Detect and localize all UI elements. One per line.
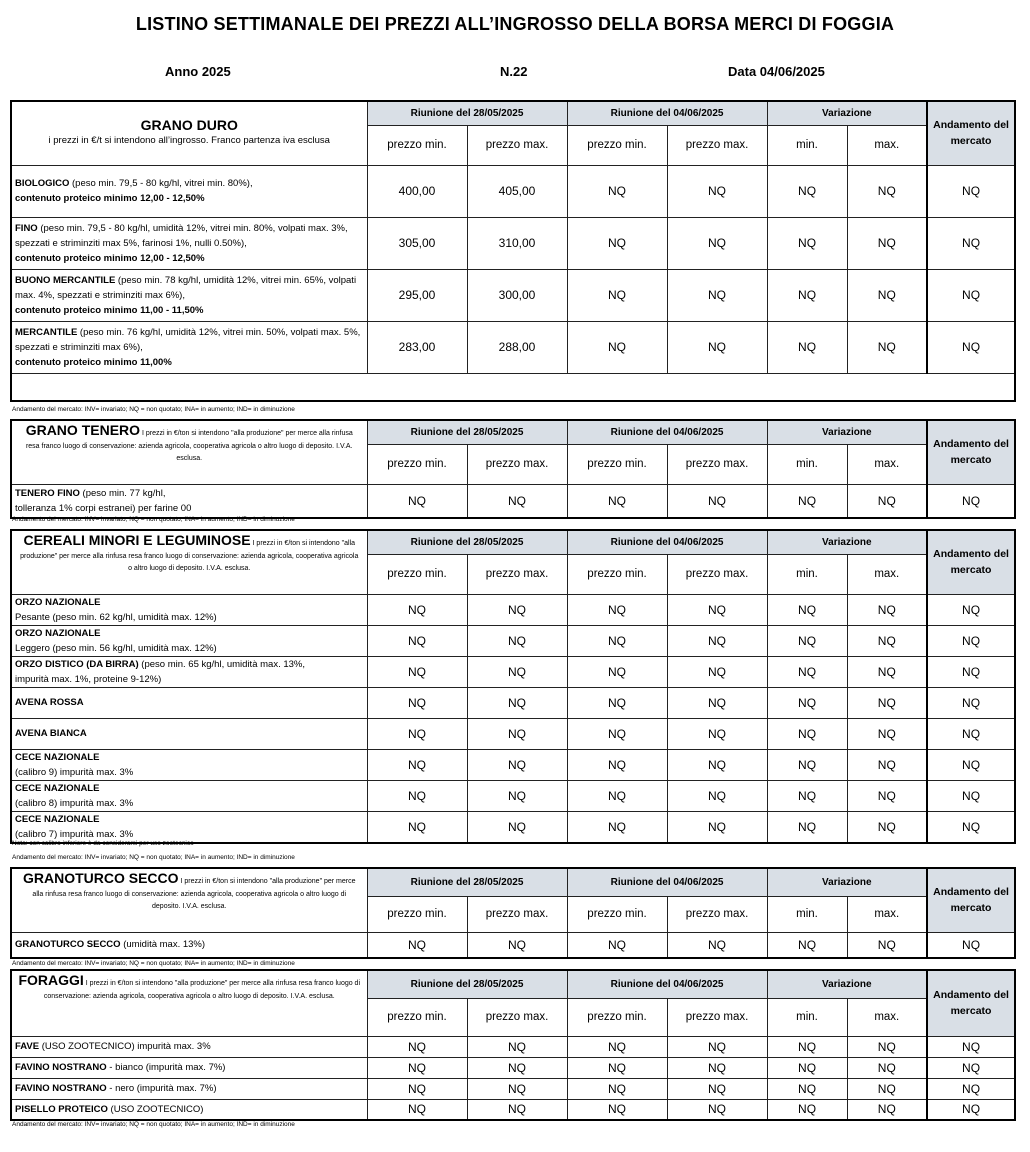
market-trend: NQ bbox=[927, 1078, 1015, 1099]
price-min-prev: NQ bbox=[367, 594, 467, 625]
section-header bbox=[11, 420, 367, 484]
price-min-curr: NQ bbox=[567, 484, 667, 518]
section-header bbox=[11, 970, 367, 1036]
market-trend-header: Andamento del mercato bbox=[927, 101, 1015, 165]
price-max-curr: NQ bbox=[667, 217, 767, 269]
market-trend-header: Andamento del mercato bbox=[927, 970, 1015, 1036]
product-spec-line2: (calibro 9) impurità max. 3% bbox=[15, 766, 134, 778]
price-min-prev: NQ bbox=[367, 687, 467, 718]
variation-max: NQ bbox=[847, 1078, 927, 1099]
product-name: FAVINO NOSTRANO bbox=[15, 1083, 107, 1094]
market-trend-header: Andamento del mercato bbox=[927, 530, 1015, 594]
price-max-prev: NQ bbox=[467, 932, 567, 958]
price-min-curr: NQ bbox=[567, 1099, 667, 1120]
product-description bbox=[11, 780, 367, 811]
variation-max: NQ bbox=[847, 269, 927, 321]
product-spec: (peso min. 77 kg/hl, bbox=[79, 487, 166, 499]
price-min-prev: NQ bbox=[367, 1036, 467, 1057]
market-legend: Andamento del mercato: INV= invariato; NQ = non quotato; INA= in aumento; IND= in diminuzione bbox=[12, 1121, 295, 1128]
table-row bbox=[11, 1057, 1015, 1078]
section-title: GRANO TENERO bbox=[25, 422, 141, 438]
product-name: PISELLO PROTEICO bbox=[15, 1103, 108, 1115]
variation-min: NQ bbox=[767, 594, 847, 625]
price-max-curr: NQ bbox=[667, 718, 767, 749]
price-max-header: prezzo max. bbox=[667, 554, 767, 594]
price-max-prev: NQ bbox=[467, 811, 567, 843]
meeting-1-header: Riunione del 28/05/2025 bbox=[367, 530, 567, 554]
variation-header: Variazione bbox=[767, 420, 927, 444]
variation-header: Variazione bbox=[767, 530, 927, 554]
product-description bbox=[11, 217, 367, 269]
product-description bbox=[11, 1036, 367, 1057]
product-spec: (peso min. 76 kg/hl, umidità 12%, vitrei min. 50%, volpati max. 5%, spezzati e striminziti max 6%), bbox=[15, 326, 361, 353]
table-row bbox=[11, 321, 1015, 373]
blank-row bbox=[11, 373, 1015, 401]
price-min-header: prezzo min. bbox=[567, 896, 667, 932]
product-name: BUONO MERCANTILE bbox=[15, 274, 116, 286]
price-min-curr: NQ bbox=[567, 1057, 667, 1078]
price-min-prev: NQ bbox=[367, 484, 467, 518]
price-max-prev: NQ bbox=[467, 594, 567, 625]
market-trend: NQ bbox=[927, 687, 1015, 718]
meeting-1-header: Riunione del 28/05/2025 bbox=[367, 420, 567, 444]
price-min-curr: NQ bbox=[567, 594, 667, 625]
price-max-prev: NQ bbox=[467, 656, 567, 687]
product-spec-line2: contenuto proteico minimo 11,00 - 11,50% bbox=[15, 304, 204, 316]
variation-min-header: min. bbox=[767, 998, 847, 1036]
variation-min-header: min. bbox=[767, 444, 847, 484]
variation-min: NQ bbox=[767, 625, 847, 656]
product-description bbox=[11, 1057, 367, 1078]
product-name: TENERO FINO bbox=[15, 487, 80, 499]
product-name: FAVINO NOSTRANO bbox=[15, 1062, 107, 1073]
variation-max: NQ bbox=[847, 484, 927, 518]
price-min-header: prezzo min. bbox=[567, 444, 667, 484]
price-max-prev: 405,00 bbox=[467, 165, 567, 217]
market-trend: NQ bbox=[927, 165, 1015, 217]
price-max-curr: NQ bbox=[667, 1057, 767, 1078]
variation-min: NQ bbox=[767, 1036, 847, 1057]
market-trend-header: Andamento del mercato bbox=[927, 868, 1015, 932]
variation-max: NQ bbox=[847, 780, 927, 811]
table-row bbox=[11, 687, 1015, 718]
variation-min: NQ bbox=[767, 269, 847, 321]
product-name: ORZO NAZIONALE bbox=[15, 627, 101, 639]
table-row bbox=[11, 594, 1015, 625]
variation-max: NQ bbox=[847, 1099, 927, 1120]
market-legend: Andamento del mercato: INV= invariato; NQ = non quotato; INA= in aumento; IND= in diminuzione bbox=[12, 960, 295, 967]
product-spec: (USO ZOOTECNICO) bbox=[107, 1103, 204, 1115]
product-spec-line2: contenuto proteico minimo 12,00 - 12,50% bbox=[15, 252, 205, 264]
product-name: FINO bbox=[15, 222, 38, 234]
price-max-curr: NQ bbox=[667, 811, 767, 843]
product-name: AVENA ROSSA bbox=[15, 697, 84, 708]
table-row bbox=[11, 1036, 1015, 1057]
price-max-prev: NQ bbox=[467, 687, 567, 718]
product-name: MERCANTILE bbox=[15, 326, 78, 338]
section-title: GRANOTURCO SECCO bbox=[22, 870, 179, 886]
market-trend: NQ bbox=[927, 1057, 1015, 1078]
price-min-curr: NQ bbox=[567, 749, 667, 780]
product-description bbox=[11, 165, 367, 217]
variation-min: NQ bbox=[767, 780, 847, 811]
meeting-2-header: Riunione del 04/06/2025 bbox=[567, 970, 767, 998]
product-description bbox=[11, 594, 367, 625]
price-max-curr: NQ bbox=[667, 780, 767, 811]
price-max-curr: NQ bbox=[667, 625, 767, 656]
market-trend: NQ bbox=[927, 1099, 1015, 1120]
price-min-curr: NQ bbox=[567, 321, 667, 373]
section-note: I prezzi in €/ton si intendono "alla produzione" per merce alla rinfusa resa franco luogo di conservazione: azienda agricola, cooperativa agricola o altro luogo di deposito. I.V.A. esclusa. bbox=[32, 878, 356, 910]
product-description bbox=[11, 749, 367, 780]
variation-min: NQ bbox=[767, 749, 847, 780]
section-title: GRANO DURO bbox=[140, 117, 238, 134]
variation-min: NQ bbox=[767, 811, 847, 843]
table-row bbox=[11, 217, 1015, 269]
section-header bbox=[11, 868, 367, 932]
price-max-curr: NQ bbox=[667, 165, 767, 217]
market-trend: NQ bbox=[927, 932, 1015, 958]
price-max-header: prezzo max. bbox=[467, 896, 567, 932]
section-note: I prezzi in €/ton si intendono "alla produzione" per merce alla rinfusa resa franco luogo di conservazione: azienda agricola, cooperativa agricola o altro luogo di deposito. I.V.A. esclusa. bbox=[43, 980, 361, 1000]
price-min-curr: NQ bbox=[567, 811, 667, 843]
market-trend: NQ bbox=[927, 811, 1015, 843]
price-min-prev: 283,00 bbox=[367, 321, 467, 373]
market-trend: NQ bbox=[927, 217, 1015, 269]
price-max-prev: NQ bbox=[467, 780, 567, 811]
price-max-curr: NQ bbox=[667, 484, 767, 518]
price-max-prev: 288,00 bbox=[467, 321, 567, 373]
price-max-prev: 300,00 bbox=[467, 269, 567, 321]
variation-max: NQ bbox=[847, 749, 927, 780]
price-min-curr: NQ bbox=[567, 1078, 667, 1099]
product-spec: (peso min. 79,5 - 80 kg/hl, vitrei min. 80%), bbox=[69, 178, 253, 189]
market-legend: Andamento del mercato: INV= invariato; NQ = non quotato; INA= in aumento; IND= in diminuzione bbox=[12, 854, 295, 861]
variation-max: NQ bbox=[847, 165, 927, 217]
table-row bbox=[11, 165, 1015, 217]
meeting-2-header: Riunione del 04/06/2025 bbox=[567, 101, 767, 125]
product-description bbox=[11, 484, 367, 518]
table-row bbox=[11, 718, 1015, 749]
price-min-header: prezzo min. bbox=[367, 896, 467, 932]
variation-min: NQ bbox=[767, 1057, 847, 1078]
product-description bbox=[11, 811, 367, 843]
year-label: Anno 2025 bbox=[165, 64, 231, 79]
product-name: CECE NAZIONALE bbox=[15, 751, 100, 763]
price-min-prev: 400,00 bbox=[367, 165, 467, 217]
price-min-prev: NQ bbox=[367, 932, 467, 958]
price-max-curr: NQ bbox=[667, 656, 767, 687]
price-max-prev: NQ bbox=[467, 484, 567, 518]
variation-max: NQ bbox=[847, 217, 927, 269]
price-min-curr: NQ bbox=[567, 269, 667, 321]
variation-max: NQ bbox=[847, 932, 927, 958]
product-spec-line2: impurità max. 1%, proteine 9-12%) bbox=[15, 673, 162, 685]
product-description bbox=[11, 932, 367, 958]
meeting-2-header: Riunione del 04/06/2025 bbox=[567, 868, 767, 896]
variation-min: NQ bbox=[767, 687, 847, 718]
section-note: i prezzi in €/t si intendono all’ingrosso. Franco partenza iva esclusa bbox=[48, 135, 330, 147]
price-max-prev: NQ bbox=[467, 749, 567, 780]
price-table-1 bbox=[10, 100, 1016, 402]
table-row bbox=[11, 811, 1015, 843]
price-min-prev: NQ bbox=[367, 718, 467, 749]
product-spec-line2: (calibro 8) impurità max. 3% bbox=[15, 797, 134, 809]
meeting-1-header: Riunione del 28/05/2025 bbox=[367, 868, 567, 896]
table-row bbox=[11, 1099, 1015, 1120]
product-name: CECE NAZIONALE bbox=[15, 782, 100, 794]
product-spec-line2: tolleranza 1% corpi estranei) per farine 00 bbox=[15, 502, 192, 514]
variation-min: NQ bbox=[767, 718, 847, 749]
product-name: CECE NAZIONALE bbox=[15, 813, 100, 825]
date-label: Data 04/06/2025 bbox=[728, 64, 825, 79]
price-min-prev: NQ bbox=[367, 780, 467, 811]
variation-header: Variazione bbox=[767, 868, 927, 896]
price-min-header: prezzo min. bbox=[567, 998, 667, 1036]
price-min-prev: NQ bbox=[367, 1078, 467, 1099]
variation-max: NQ bbox=[847, 625, 927, 656]
price-max-curr: NQ bbox=[667, 1078, 767, 1099]
variation-max-header: max. bbox=[847, 896, 927, 932]
variation-min-header: min. bbox=[767, 896, 847, 932]
variation-max: NQ bbox=[847, 656, 927, 687]
table-row bbox=[11, 749, 1015, 780]
section-note: I prezzi in €/ton si intendono "alla produzione" per merce alla rinfusa resa franco luogo di conservazione: azienda agricola, cooperativa agricola o altro luogo di deposito. I.V.A. esclusa. bbox=[20, 540, 359, 572]
meeting-1-header: Riunione del 28/05/2025 bbox=[367, 101, 567, 125]
price-table-4 bbox=[10, 867, 1016, 959]
price-min-curr: NQ bbox=[567, 656, 667, 687]
price-max-prev: NQ bbox=[467, 718, 567, 749]
market-trend: NQ bbox=[927, 718, 1015, 749]
section-note: I prezzi in €/ton si intendono "alla produzione" per merce alla rinfusa resa franco luogo di conservazione: azienda agricola, cooperativa agricola o altro luogo di deposito. I.V.A. esclusa. bbox=[25, 430, 353, 462]
price-max-curr: NQ bbox=[667, 749, 767, 780]
price-max-curr: NQ bbox=[667, 932, 767, 958]
variation-min: NQ bbox=[767, 1078, 847, 1099]
price-max-header: prezzo max. bbox=[467, 554, 567, 594]
variation-max-header: max. bbox=[847, 998, 927, 1036]
table-row bbox=[11, 625, 1015, 656]
price-max-prev: NQ bbox=[467, 625, 567, 656]
price-min-curr: NQ bbox=[567, 165, 667, 217]
table-row bbox=[11, 1078, 1015, 1099]
product-spec: (peso min. 78 kg/hl, umidità 12%, vitrei min. 65%, volpati max. 4%, spezzati e striminziti max 6%), bbox=[15, 274, 357, 301]
price-min-header: prezzo min. bbox=[367, 554, 467, 594]
product-description bbox=[11, 321, 367, 373]
variation-min: NQ bbox=[767, 932, 847, 958]
price-max-header: prezzo max. bbox=[667, 998, 767, 1036]
variation-min: NQ bbox=[767, 321, 847, 373]
price-min-prev: NQ bbox=[367, 1057, 467, 1078]
variation-min: NQ bbox=[767, 1099, 847, 1120]
market-legend: Andamento del mercato: INV= invariato; NQ = non quotato; INA= in aumento; IND= in diminuzione bbox=[12, 516, 295, 523]
price-max-curr: NQ bbox=[667, 687, 767, 718]
table-row bbox=[11, 932, 1015, 958]
price-max-curr: NQ bbox=[667, 1099, 767, 1120]
price-min-prev: NQ bbox=[367, 1099, 467, 1120]
market-trend: NQ bbox=[927, 749, 1015, 780]
price-min-curr: NQ bbox=[567, 687, 667, 718]
product-description bbox=[11, 625, 367, 656]
price-min-prev: NQ bbox=[367, 625, 467, 656]
variation-max-header: max. bbox=[847, 444, 927, 484]
variation-max-header: max. bbox=[847, 125, 927, 165]
variation-max: NQ bbox=[847, 594, 927, 625]
variation-header: Variazione bbox=[767, 101, 927, 125]
price-min-curr: NQ bbox=[567, 1036, 667, 1057]
table-row bbox=[11, 656, 1015, 687]
market-trend: NQ bbox=[927, 625, 1015, 656]
product-spec-line2: (calibro 7) impurità max. 3% bbox=[15, 828, 134, 840]
market-trend: NQ bbox=[927, 321, 1015, 373]
variation-header: Variazione bbox=[767, 970, 927, 998]
price-max-header: prezzo max. bbox=[467, 125, 567, 165]
market-trend: NQ bbox=[927, 269, 1015, 321]
market-trend-header: Andamento del mercato bbox=[927, 420, 1015, 484]
market-trend: NQ bbox=[927, 1036, 1015, 1057]
product-description bbox=[11, 687, 367, 718]
variation-min: NQ bbox=[767, 217, 847, 269]
product-name: BIOLOGICO bbox=[15, 178, 70, 189]
market-trend: NQ bbox=[927, 780, 1015, 811]
section-header bbox=[11, 101, 367, 165]
product-spec-line2: contenuto proteico minimo 11,00% bbox=[15, 356, 172, 368]
price-min-curr: NQ bbox=[567, 217, 667, 269]
variation-max: NQ bbox=[847, 718, 927, 749]
price-min-header: prezzo min. bbox=[567, 554, 667, 594]
price-max-header: prezzo max. bbox=[467, 444, 567, 484]
price-max-header: prezzo max. bbox=[667, 125, 767, 165]
product-spec: (peso min. 65 kg/hl, umidità max. 13%, bbox=[138, 658, 305, 670]
price-max-curr: NQ bbox=[667, 269, 767, 321]
price-table-5 bbox=[10, 969, 1016, 1121]
product-spec: (umidità max. 13%) bbox=[120, 939, 206, 951]
product-spec-line2: Pesante (peso min. 62 kg/hl, umidità max. 12%) bbox=[15, 611, 217, 623]
product-name: ORZO DISTICO (DA BIRRA) bbox=[15, 658, 139, 670]
price-min-header: prezzo min. bbox=[567, 125, 667, 165]
price-min-prev: NQ bbox=[367, 749, 467, 780]
product-name: AVENA BIANCA bbox=[15, 728, 87, 739]
table-row bbox=[11, 484, 1015, 518]
product-spec-line2: Leggero (peso min. 56 kg/hl, umidità max. 12%) bbox=[15, 642, 217, 654]
page-title: LISTINO SETTIMANALE DEI PREZZI ALL’INGROSSO DELLA BORSA MERCI DI FOGGIA bbox=[135, 14, 895, 34]
section-title: CEREALI MINORI E LEGUMINOSE bbox=[23, 532, 251, 548]
price-min-prev: 295,00 bbox=[367, 269, 467, 321]
variation-min: NQ bbox=[767, 165, 847, 217]
meeting-2-header: Riunione del 04/06/2025 bbox=[567, 530, 767, 554]
market-legend: Andamento del mercato: INV= invariato; NQ = non quotato; INA= in aumento; IND= in diminuzione bbox=[12, 406, 295, 413]
price-min-curr: NQ bbox=[567, 932, 667, 958]
variation-max: NQ bbox=[847, 1057, 927, 1078]
meeting-1-header: Riunione del 28/05/2025 bbox=[367, 970, 567, 998]
product-description bbox=[11, 1099, 367, 1120]
section-title: FORAGGI bbox=[18, 972, 84, 988]
price-min-curr: NQ bbox=[567, 718, 667, 749]
product-description bbox=[11, 269, 367, 321]
product-name: ORZO NAZIONALE bbox=[15, 596, 101, 608]
price-max-prev: NQ bbox=[467, 1099, 567, 1120]
product-description bbox=[11, 656, 367, 687]
product-name: FAVE bbox=[15, 1041, 40, 1052]
price-max-curr: NQ bbox=[667, 594, 767, 625]
product-spec: - nero (impurità max. 7%) bbox=[106, 1083, 217, 1094]
price-max-prev: 310,00 bbox=[467, 217, 567, 269]
price-max-header: prezzo max. bbox=[667, 444, 767, 484]
variation-max: NQ bbox=[847, 321, 927, 373]
product-description bbox=[11, 1078, 367, 1099]
variation-max: NQ bbox=[847, 687, 927, 718]
price-max-header: prezzo max. bbox=[467, 998, 567, 1036]
product-spec-line2: contenuto proteico minimo 12,00 - 12,50% bbox=[15, 193, 205, 204]
market-trend: NQ bbox=[927, 594, 1015, 625]
product-spec: (peso min. 79,5 - 80 kg/hl, umidità 12%, vitrei min. 80%, volpati max. 3%, spezzati e striminziti max 5%, farinosi 1%, nulli 0.50%), bbox=[15, 222, 348, 249]
product-spec: (USO ZOOTECNICO) impurità max. 3% bbox=[39, 1041, 211, 1052]
price-min-header: prezzo min. bbox=[367, 998, 467, 1036]
price-max-prev: NQ bbox=[467, 1036, 567, 1057]
meeting-2-header: Riunione del 04/06/2025 bbox=[567, 420, 767, 444]
variation-max: NQ bbox=[847, 811, 927, 843]
price-max-curr: NQ bbox=[667, 321, 767, 373]
price-min-curr: NQ bbox=[567, 780, 667, 811]
price-max-prev: NQ bbox=[467, 1057, 567, 1078]
price-table-3 bbox=[10, 529, 1016, 844]
price-min-header: prezzo min. bbox=[367, 125, 467, 165]
product-spec: - bianco (impurità max. 7%) bbox=[106, 1062, 226, 1073]
price-min-header: prezzo min. bbox=[367, 444, 467, 484]
table-row bbox=[11, 269, 1015, 321]
price-max-header: prezzo max. bbox=[667, 896, 767, 932]
variation-min-header: min. bbox=[767, 554, 847, 594]
market-trend: NQ bbox=[927, 484, 1015, 518]
table-row bbox=[11, 780, 1015, 811]
product-name: GRANOTURCO SECCO bbox=[15, 939, 121, 951]
price-max-prev: NQ bbox=[467, 1078, 567, 1099]
issue-number: N.22 bbox=[500, 64, 528, 79]
variation-min-header: min. bbox=[767, 125, 847, 165]
price-table-2 bbox=[10, 419, 1016, 519]
variation-min: NQ bbox=[767, 484, 847, 518]
calibro-note: Nota: con calibro inferiore è da considerarsi per uso zootecnico bbox=[12, 840, 194, 847]
price-min-prev: 305,00 bbox=[367, 217, 467, 269]
price-max-curr: NQ bbox=[667, 1036, 767, 1057]
section-header bbox=[11, 530, 367, 594]
variation-max: NQ bbox=[847, 1036, 927, 1057]
price-min-prev: NQ bbox=[367, 656, 467, 687]
product-description bbox=[11, 718, 367, 749]
variation-max-header: max. bbox=[847, 554, 927, 594]
variation-min: NQ bbox=[767, 656, 847, 687]
market-trend: NQ bbox=[927, 656, 1015, 687]
price-min-prev: NQ bbox=[367, 811, 467, 843]
price-min-curr: NQ bbox=[567, 625, 667, 656]
